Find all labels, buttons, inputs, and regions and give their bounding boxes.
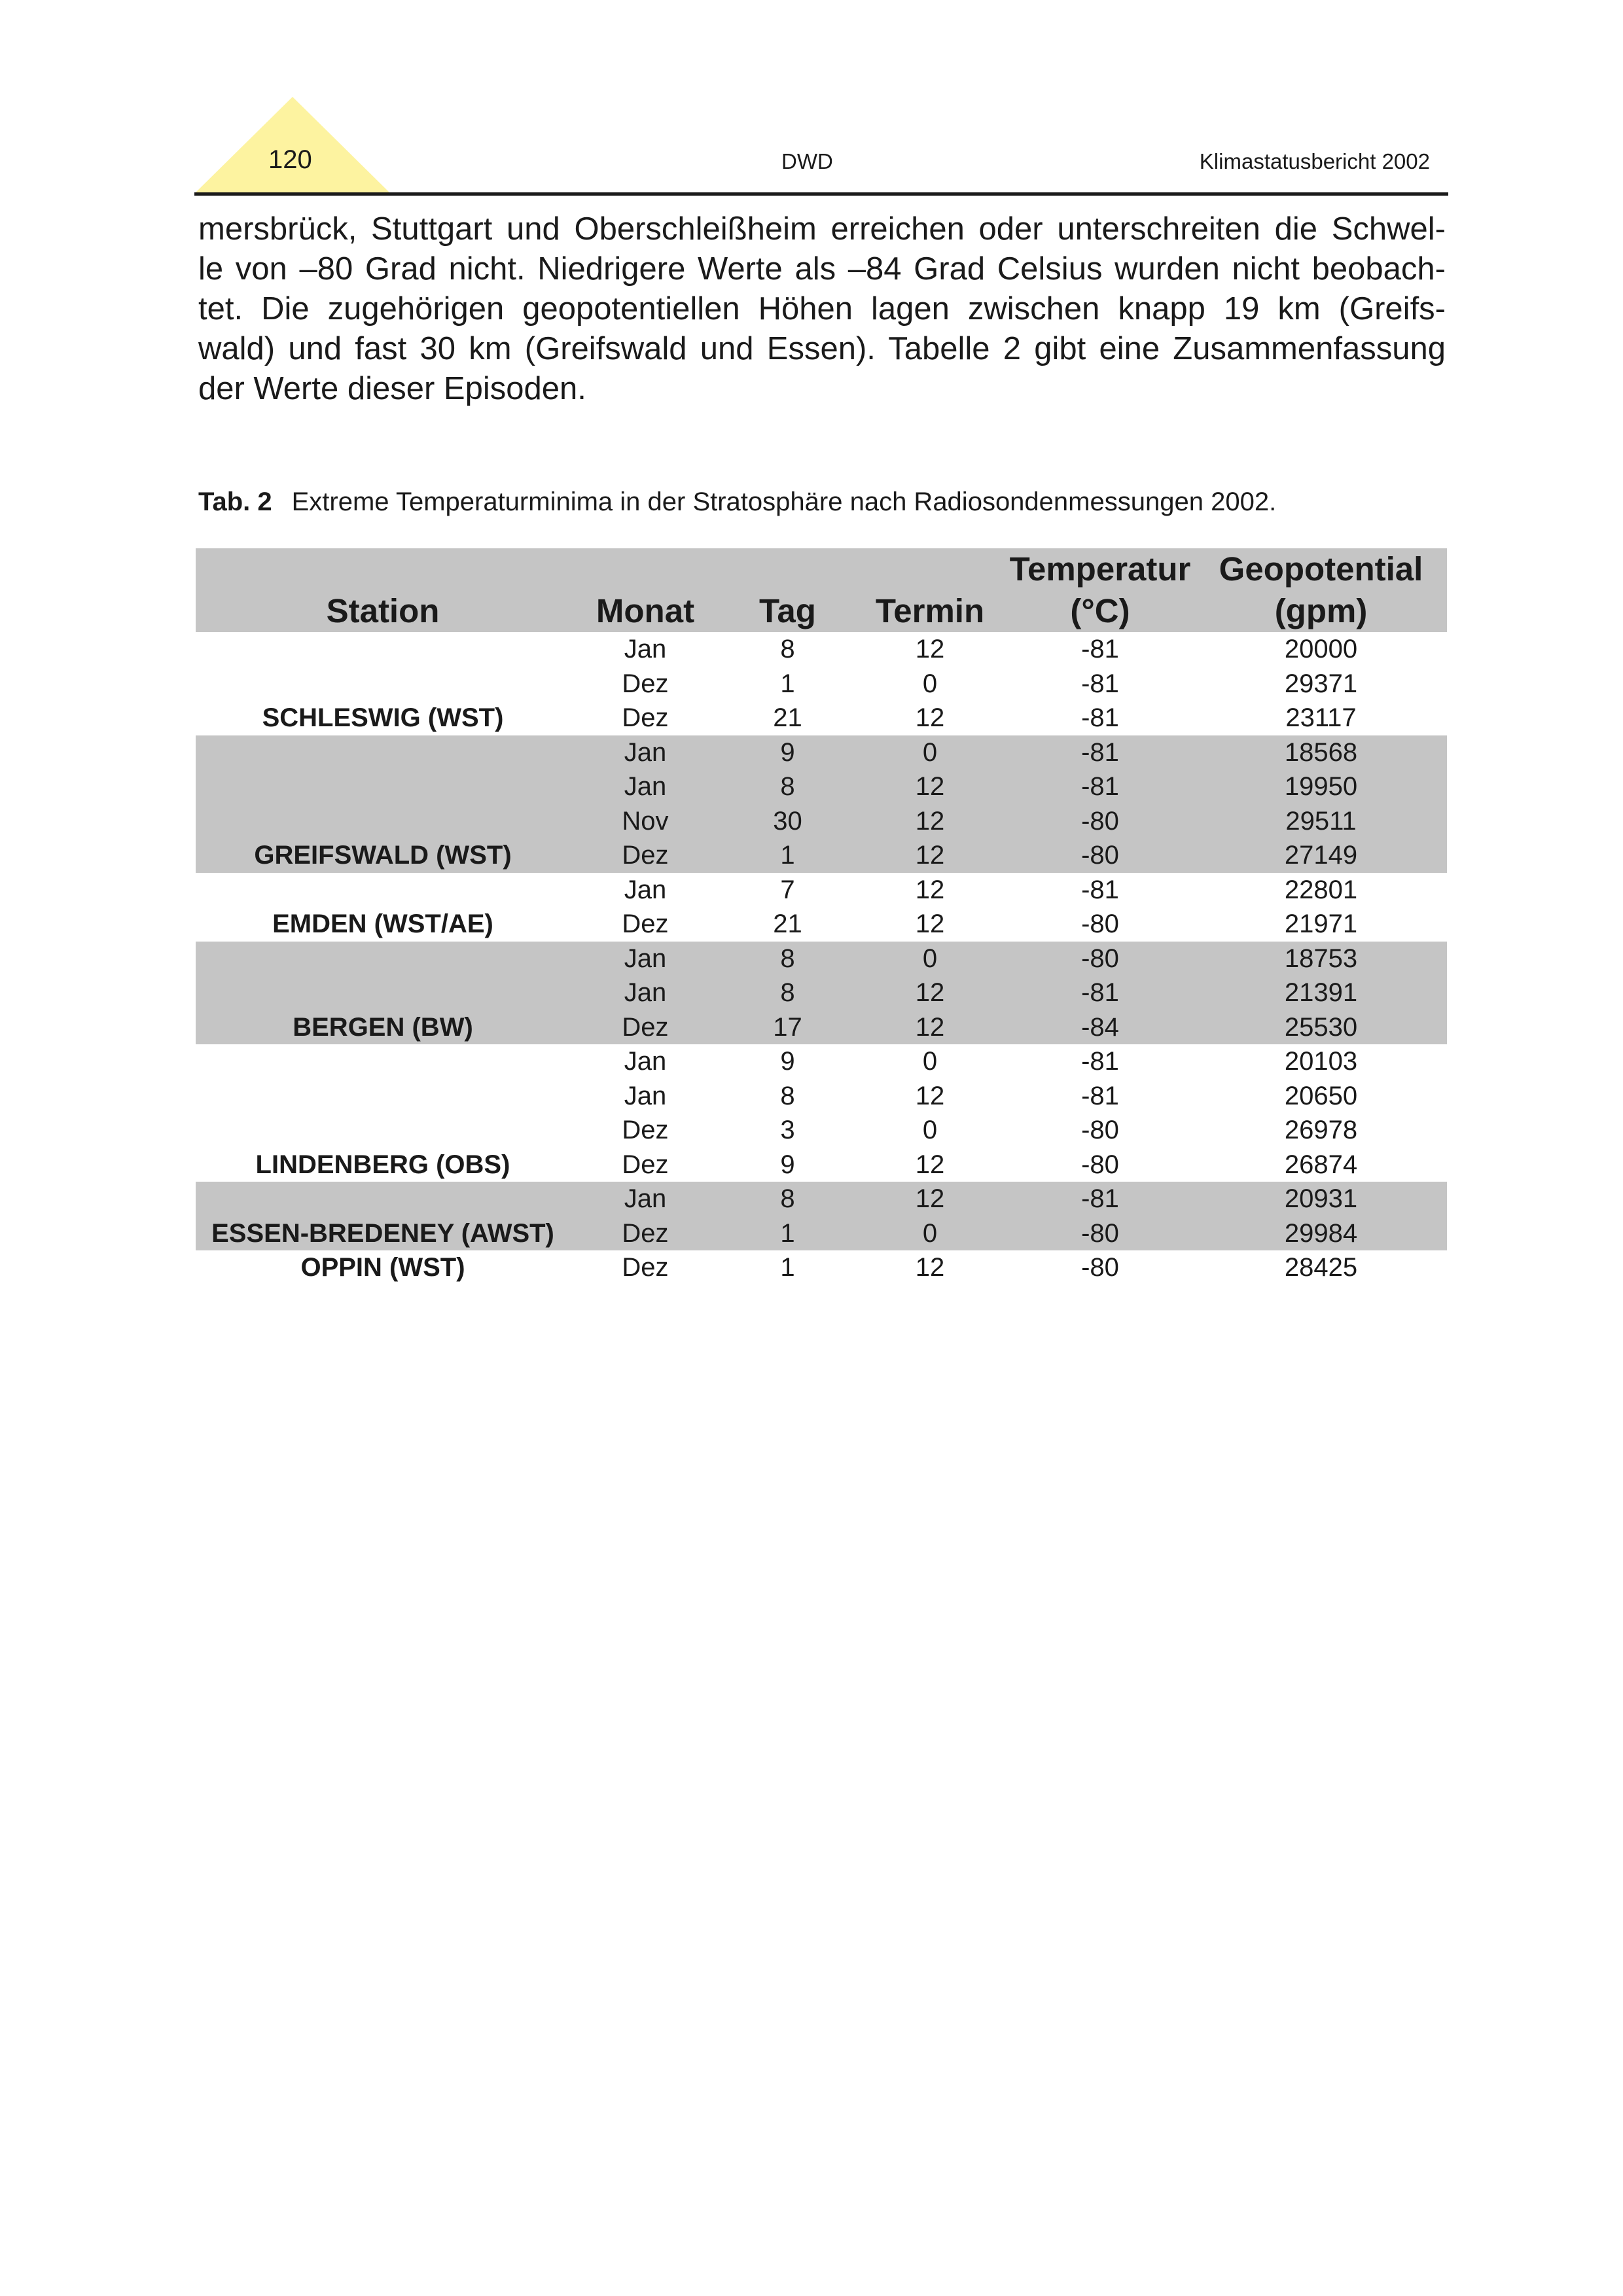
tag-cell: 1 xyxy=(780,1253,795,1282)
termin-cell: 12 xyxy=(915,703,945,732)
tag-cell: 8 xyxy=(721,1182,855,1216)
termin-cell: 12 xyxy=(855,769,1005,804)
tag-cell: 17 xyxy=(721,1010,855,1045)
monat-cell: Dez xyxy=(622,1253,669,1282)
geopotential-cell: 20103 xyxy=(1284,1047,1358,1076)
column-header-tag: Tag xyxy=(721,548,855,632)
tag-cell: 9 xyxy=(780,1047,795,1076)
column-header-station: Station xyxy=(196,548,570,632)
table-body xyxy=(196,632,1447,1285)
table-caption-text: Extreme Temperaturminima in der Stratosphäre nach Radiosondenmessungen 2002. xyxy=(291,487,1277,516)
tag-cell: 30 xyxy=(721,804,855,839)
monat-cell: Jan xyxy=(570,942,721,976)
monat-cell: Jan xyxy=(570,769,721,804)
table-caption xyxy=(198,487,1276,517)
column-header-temperatur: Temperatur (°C) xyxy=(1005,548,1195,632)
temperatur-cell: -81 xyxy=(1005,976,1195,1010)
termin-cell: 12 xyxy=(915,635,945,663)
monat-cell: Dez xyxy=(570,838,721,873)
body-line: tet. Die zugehörigen geopotentiellen Höhen lagen zwischen knapp 19 km (Greifs- xyxy=(198,291,1446,327)
geopotential-cell: 29371 xyxy=(1284,669,1358,698)
tag-cell: 8 xyxy=(721,976,855,1010)
table-row xyxy=(196,1044,1447,1079)
temperatur-cell: -84 xyxy=(1005,1010,1195,1045)
tag-cell: 1 xyxy=(721,838,855,873)
monat-cell: Jan xyxy=(624,1047,667,1076)
body-line: der Werte dieser Episoden. xyxy=(198,371,586,406)
geopotential-cell: 21391 xyxy=(1195,976,1447,1010)
geopotential-cell: 19950 xyxy=(1195,769,1447,804)
geopotential-cell: 18753 xyxy=(1195,942,1447,976)
monat-cell: Dez xyxy=(622,1116,669,1144)
geopotential-cell: 26978 xyxy=(1284,1116,1358,1144)
header-report-title: Klimastatusbericht 2002 xyxy=(1199,149,1430,173)
tag-cell: 9 xyxy=(721,735,855,770)
temperatur-cell: -80 xyxy=(1005,942,1195,976)
termin-cell: 12 xyxy=(855,804,1005,839)
body-paragraph xyxy=(198,209,1446,409)
table-row xyxy=(196,1182,1447,1216)
tag-cell: 1 xyxy=(780,669,795,698)
monat-cell: Dez xyxy=(622,1150,669,1179)
column-header-termin: Termin xyxy=(855,548,1005,632)
termin-cell: 12 xyxy=(855,1182,1005,1216)
temperatur-cell: -80 xyxy=(1005,804,1195,839)
tag-cell: 7 xyxy=(780,875,795,904)
monat-cell: Jan xyxy=(570,735,721,770)
termin-cell: 0 xyxy=(922,1047,938,1076)
geopotential-cell: 27149 xyxy=(1195,838,1447,873)
termin-cell: 12 xyxy=(855,976,1005,1010)
termin-cell: 12 xyxy=(855,1010,1005,1045)
geopotential-cell: 26874 xyxy=(1284,1150,1358,1179)
termin-cell: 0 xyxy=(855,735,1005,770)
termin-cell: 0 xyxy=(922,669,938,698)
monat-cell: Dez xyxy=(622,910,669,938)
temperatur-cell: -80 xyxy=(1081,1116,1119,1144)
termin-cell: 12 xyxy=(915,1081,945,1110)
monat-cell: Jan xyxy=(570,976,721,1010)
geopotential-cell: 22801 xyxy=(1284,875,1358,904)
monat-cell: Nov xyxy=(570,804,721,839)
table-header-row xyxy=(196,548,1447,632)
tag-cell: 8 xyxy=(721,942,855,976)
tag-cell: 9 xyxy=(780,1150,795,1179)
termin-cell: 12 xyxy=(915,875,945,904)
geopotential-cell: 25530 xyxy=(1195,1010,1447,1045)
monat-cell: Jan xyxy=(624,1081,667,1110)
tag-cell: 21 xyxy=(773,703,802,732)
tag-cell: 8 xyxy=(780,1081,795,1110)
temperatur-cell: -81 xyxy=(1005,735,1195,770)
temperatur-cell: -80 xyxy=(1081,1253,1119,1282)
geopotential-cell: 29984 xyxy=(1195,1216,1447,1251)
table-row xyxy=(196,1250,1447,1285)
temperatur-cell: -81 xyxy=(1081,875,1119,904)
temperatur-cell: -81 xyxy=(1081,1081,1119,1110)
body-line: wald) und fast 30 km (Greifswald und Essen). Tabelle 2 gibt eine Zusammenfassung xyxy=(198,331,1446,366)
temperatur-cell: -81 xyxy=(1005,1182,1195,1216)
temperatur-cell: -81 xyxy=(1081,669,1119,698)
temperatur-cell: -81 xyxy=(1081,635,1119,663)
temperatur-cell: -80 xyxy=(1081,910,1119,938)
geopotential-cell: 18568 xyxy=(1195,735,1447,770)
temperatur-cell: -81 xyxy=(1081,703,1119,732)
monat-cell: Dez xyxy=(622,703,669,732)
table-row xyxy=(196,873,1447,908)
station-name-cell: SCHLESWIG (WST) xyxy=(262,703,504,732)
termin-cell: 0 xyxy=(922,1116,938,1144)
tag-cell: 21 xyxy=(773,910,802,938)
termin-cell: 12 xyxy=(855,838,1005,873)
geopotential-cell: 20650 xyxy=(1284,1081,1358,1110)
table-row xyxy=(196,942,1447,976)
table-caption-label: Tab. 2 xyxy=(198,487,272,516)
monat-cell: Jan xyxy=(570,1182,721,1216)
geopotential-cell: 28425 xyxy=(1284,1253,1358,1282)
tag-cell: 8 xyxy=(721,769,855,804)
temperatur-cell: -81 xyxy=(1081,1047,1119,1076)
geopotential-cell: 20000 xyxy=(1284,635,1358,663)
header-publisher: DWD xyxy=(781,149,833,173)
tag-cell: 1 xyxy=(721,1216,855,1251)
column-header-geopotential: Geopotential (gpm) xyxy=(1195,548,1447,632)
page-number: 120 xyxy=(268,145,312,174)
station-name-cell: EMDEN (WST/AE) xyxy=(272,910,493,938)
temperatur-cell: -80 xyxy=(1081,1150,1119,1179)
termin-cell: 12 xyxy=(915,1150,945,1179)
monat-cell: Dez xyxy=(570,1010,721,1045)
header-rule xyxy=(194,192,1448,196)
table-row xyxy=(196,735,1447,770)
geopotential-cell: 20931 xyxy=(1195,1182,1447,1216)
body-line: le von –80 Grad nicht. Niedrigere Werte als –84 Grad Celsius wurden nicht beobach- xyxy=(198,251,1446,287)
geopotential-cell: 29511 xyxy=(1195,804,1447,839)
temperatur-cell: -81 xyxy=(1005,769,1195,804)
station-name-cell: ESSEN-BREDENEY (AWST) xyxy=(196,1182,570,1250)
monat-cell: Jan xyxy=(624,635,667,663)
termin-cell: 0 xyxy=(855,942,1005,976)
termin-cell: 0 xyxy=(855,1216,1005,1251)
station-name-cell: LINDENBERG (OBS) xyxy=(255,1150,510,1179)
termin-cell: 12 xyxy=(915,910,945,938)
temperatur-cell: -80 xyxy=(1005,838,1195,873)
station-name-cell: OPPIN (WST) xyxy=(300,1253,465,1282)
body-line: mersbrück, Stuttgart und Oberschleißheim erreichen oder unterschreiten die Schwel- xyxy=(198,211,1446,247)
geopotential-cell: 21971 xyxy=(1284,910,1358,938)
station-name-cell: BERGEN (BW) xyxy=(196,942,570,1045)
column-header-monat: Monat xyxy=(570,548,721,632)
monat-cell: Jan xyxy=(624,875,667,904)
monat-cell: Dez xyxy=(570,1216,721,1251)
temperature-minima-table xyxy=(196,548,1447,1285)
station-name-cell: GREIFSWALD (WST) xyxy=(196,735,570,873)
table-row xyxy=(196,632,1447,667)
tag-cell: 8 xyxy=(780,635,795,663)
monat-cell: Dez xyxy=(622,669,669,698)
termin-cell: 12 xyxy=(915,1253,945,1282)
tag-cell: 3 xyxy=(780,1116,795,1144)
temperatur-cell: -80 xyxy=(1005,1216,1195,1251)
geopotential-cell: 23117 xyxy=(1285,703,1357,732)
